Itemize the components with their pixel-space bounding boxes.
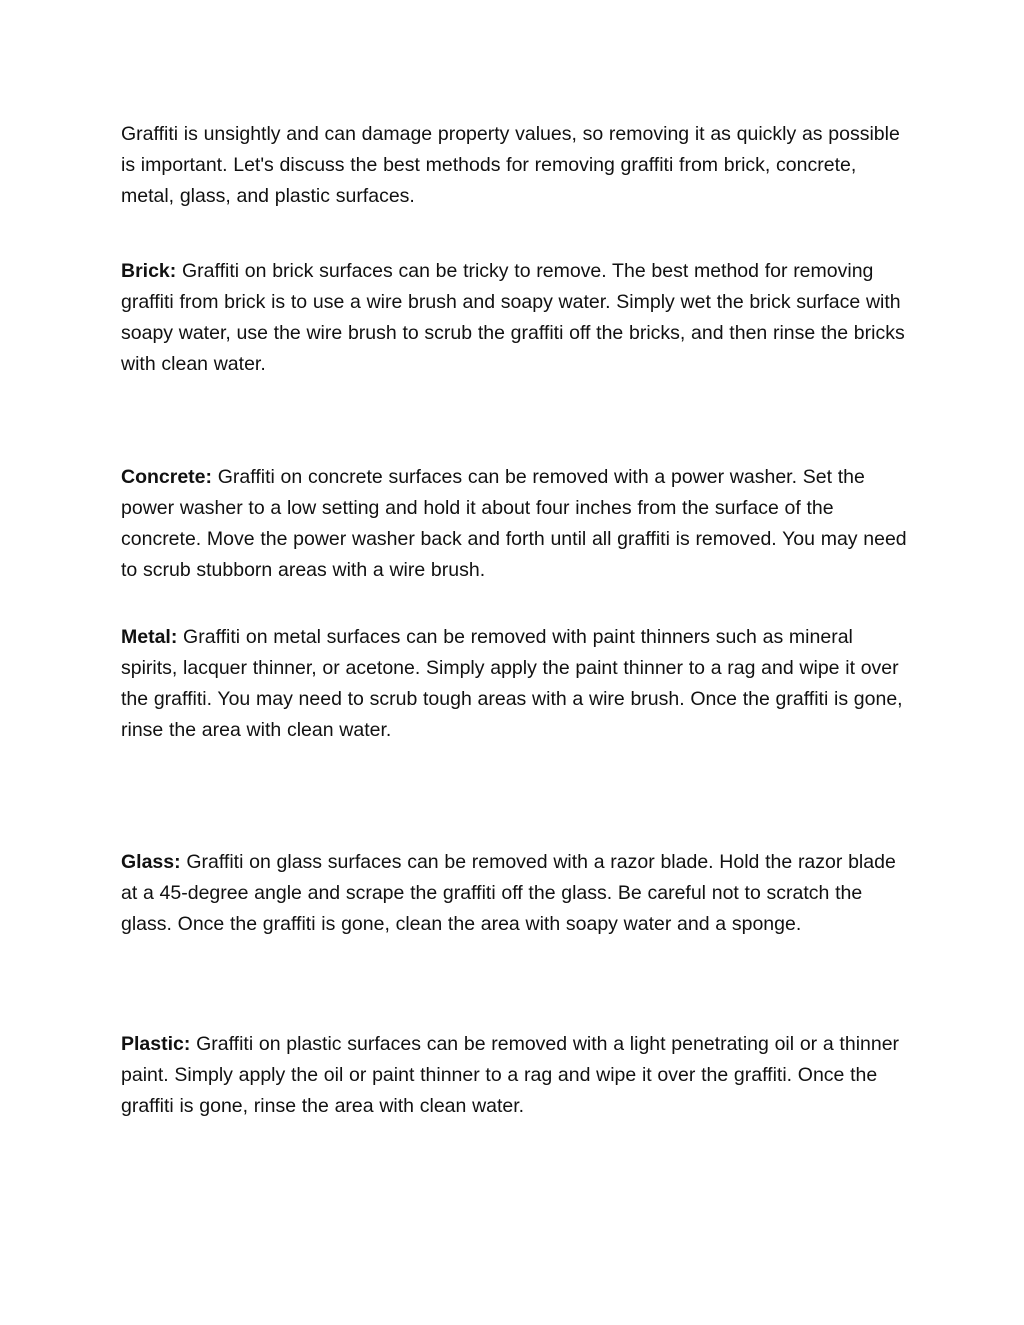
plastic-text: Graffiti on plastic surfaces can be removed with a light penetrating oil or a thinner paint. Simply apply the oil or paint thinner to a rag and wipe it over the graffiti. Once the graffiti is gone, rinse the area with clean water. <box>121 1033 900 1117</box>
intro-text: Graffiti is unsightly and can damage property values, so removing it as quickly as possible is important. Let's discuss the best methods for removing graffiti from brick, concrete, metal, glass, and plastic surfaces. <box>121 123 900 207</box>
glass-paragraph <box>121 847 911 940</box>
metal-text: Graffiti on metal surfaces can be removed with paint thinners such as mineral spirits, lacquer thinner, or acetone. Simply apply the paint thinner to a rag and wipe it over the graffiti. You may need to scrub tough areas with a wire brush. Once the graffiti is gone, rinse the area with clean water. <box>121 626 903 741</box>
brick-text: Graffiti on brick surfaces can be tricky to remove. The best method for removing graffiti from brick is to use a wire brush and soapy water. Simply wet the brick surface with soapy water, use the wire brush to scrub the graffiti off the bricks, and then rinse the bricks with clean water. <box>121 260 905 375</box>
intro-paragraph <box>121 119 911 212</box>
brick-paragraph <box>121 256 911 380</box>
glass-text: Graffiti on glass surfaces can be removed with a razor blade. Hold the razor blade at a 45-degree angle and scrape the graffiti off the glass. Be careful not to scratch the glass. Once the graffiti is gone, clean the area with soapy water and a sponge. <box>121 851 896 935</box>
metal-heading: Metal: <box>121 626 178 648</box>
metal-paragraph <box>121 622 911 746</box>
brick-heading: Brick: <box>121 260 177 282</box>
plastic-heading: Plastic: <box>121 1033 191 1055</box>
concrete-text: Graffiti on concrete surfaces can be removed with a power washer. Set the power washer to a low setting and hold it about four inches from the surface of the concrete. Move the power washer back and forth until all graffiti is removed. You may need to scrub stubborn areas with a wire brush. <box>121 466 907 581</box>
plastic-paragraph <box>121 1029 911 1122</box>
concrete-paragraph <box>121 462 911 586</box>
glass-heading: Glass: <box>121 851 181 873</box>
concrete-heading: Concrete: <box>121 466 213 488</box>
